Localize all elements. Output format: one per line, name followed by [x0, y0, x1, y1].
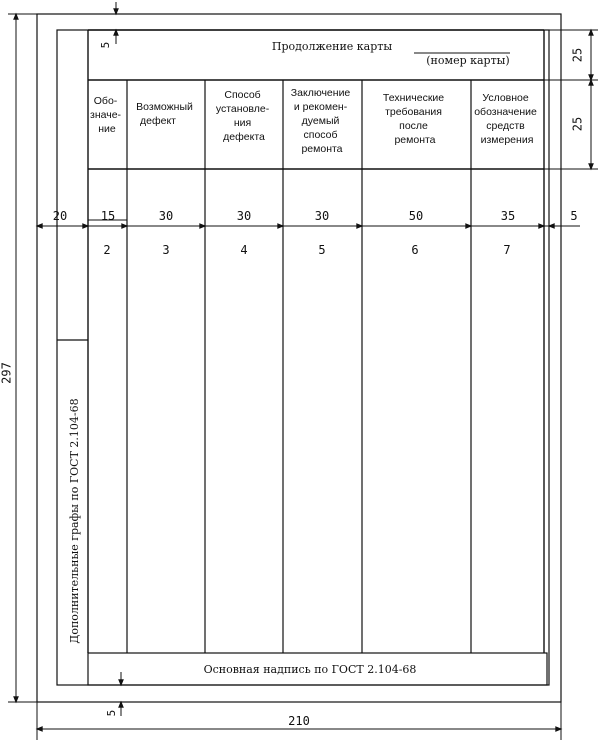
col-detection-method-label: Способ установле- ния дефекта — [215, 89, 270, 143]
col-possible-defect-label: Возможный дефект — [136, 101, 193, 127]
dim-col-width: 30 — [236, 209, 252, 223]
card-number-label: (номер карты) — [426, 54, 510, 67]
dim-header-row-2: 25 — [570, 116, 585, 132]
col-designation-label: Обо- значе- ние — [90, 95, 122, 135]
header-title: Продолжение карты — [271, 40, 393, 53]
dim-col-width: 30 — [314, 209, 330, 223]
dim-page-height: 297 — [0, 362, 14, 384]
page-height-dimension — [8, 14, 37, 702]
col-measuring-tools-label: Условное обозначение средств измерения — [474, 92, 537, 146]
dim-page-width: 210 — [288, 714, 310, 728]
col-number: 4 — [240, 243, 248, 257]
dim-col-width: 15 — [100, 209, 116, 223]
side-label: Дополнительные графы по ГОСТ 2.104-68 — [68, 398, 81, 644]
col-number: 2 — [103, 243, 111, 257]
dim-left-margin: 20 — [52, 209, 68, 223]
dim-col-width: 50 — [408, 209, 424, 223]
column-width-dimension — [37, 220, 580, 226]
col-requirements-label: Технические требования после ремонта — [382, 92, 445, 146]
dim-right-margin: 5 — [570, 209, 578, 223]
dim-col-width: 35 — [500, 209, 516, 223]
col-number: 5 — [318, 243, 326, 257]
col-number: 6 — [411, 243, 419, 257]
dim-bottom-offset: 5 — [105, 709, 118, 717]
bottom-label: Основная надпись по ГОСТ 2.104-68 — [203, 663, 417, 676]
dim-col-width: 30 — [158, 209, 174, 223]
col-repair-method-label: Заключение и рекомен- дуемый способ ремонта — [290, 87, 351, 155]
col-number: 7 — [503, 243, 511, 257]
col-number: 3 — [162, 243, 170, 257]
dim-top-offset: 5 — [99, 41, 112, 49]
dim-header-row-1: 25 — [570, 47, 585, 63]
